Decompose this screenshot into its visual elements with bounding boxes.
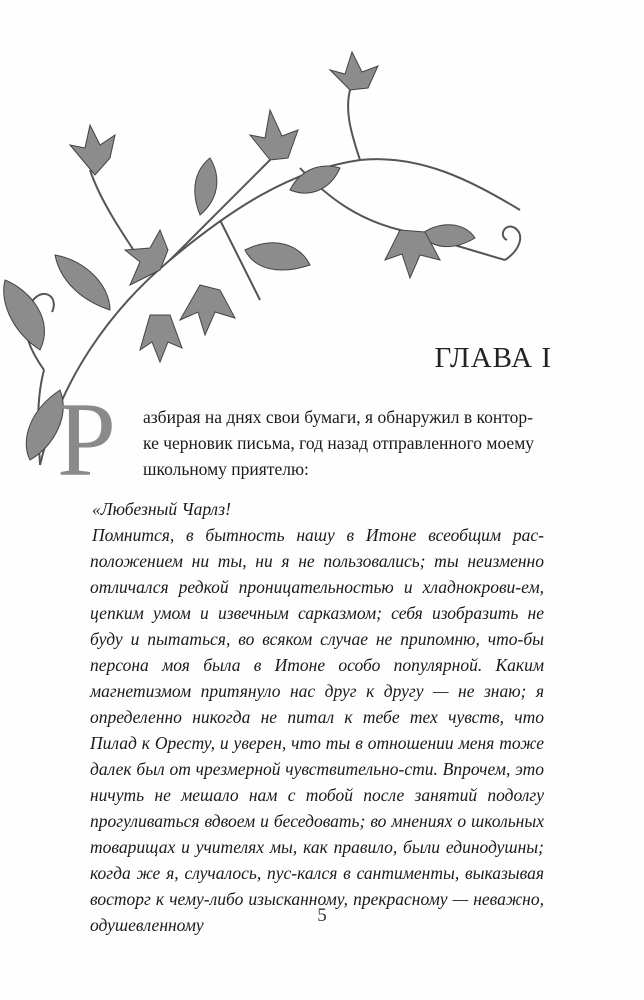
page-number: 5 bbox=[317, 905, 327, 926]
opening-paragraph bbox=[88, 404, 542, 482]
opening-line: ке черновик письма, год назад отправленного моему bbox=[143, 433, 535, 453]
letter-text bbox=[90, 496, 544, 938]
chapter-title: ГЛАВА I bbox=[434, 342, 552, 374]
drop-cap: Р bbox=[57, 381, 116, 498]
opening-line: школьному приятелю: bbox=[143, 459, 309, 479]
letter-paragraph: Помнится, в бытность нашу в Итоне всеобщим рас-положением ни ты, ни я не пользовались; ты неизменно отличался редкой проницательностью и хладнокрови-ем, цепким умом и извечным сарказмом; себя изобразить не буду и пытаться, во всяком случае не припомню, что-бы персона моя была в Итоне особо популярной. Каким магнетизмом притянуло нас друг к другу — не знаю; я определенно никогда не питал к тебе тех чувств, что Пилад к Оресту, и уверен, что ты в отношении меня тоже далек был от чрезмерной чувствительно-сти. Впрочем, это ничуть не мешало нам с тобой после занятий подолгу прогуливаться вдвоем и беседовать; во мнениях о школьных товарищах и учителях мы, как правило, были единодушны; когда же я, случалось, пус-кался в сантименты, выказывая восторг к чему-либо изысканному, прекрасному — неважно, одушевленному bbox=[90, 525, 544, 935]
opening-line: азбирая на днях свои бумаги, я обнаружил в контор- bbox=[143, 407, 533, 427]
letter-salutation: «Любезный Чарлз! bbox=[92, 499, 231, 519]
